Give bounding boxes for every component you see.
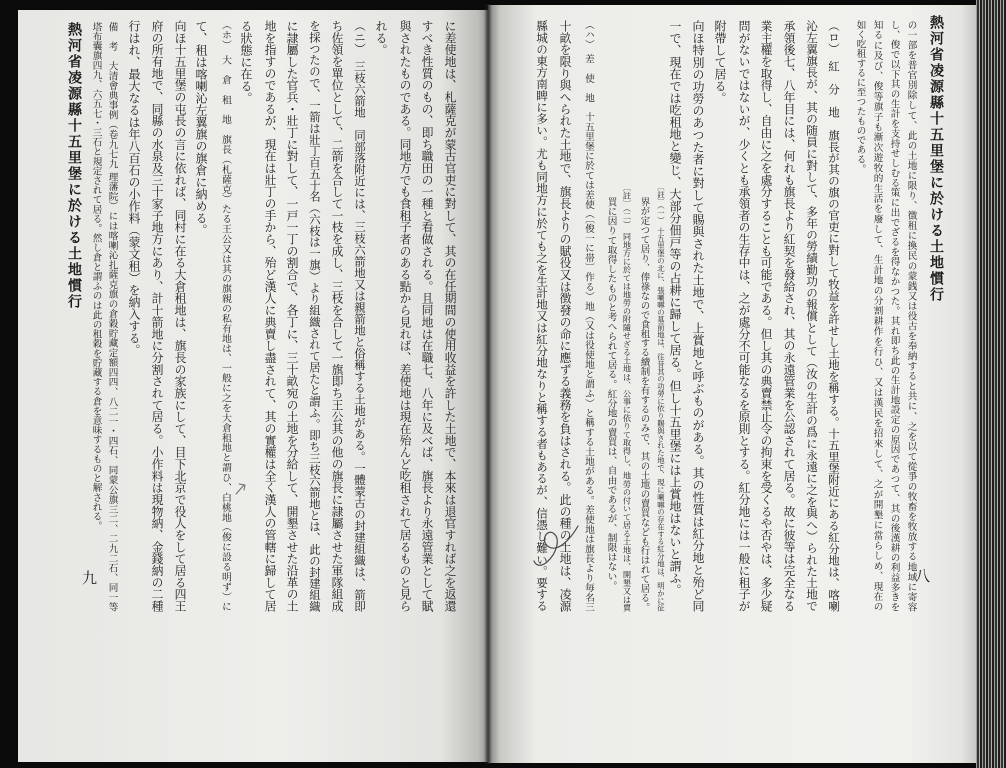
column-text: 行はれ、最大なるは年八百石の小作料（蒙文租）を納入する。 bbox=[127, 20, 141, 356]
column-text: 向ほ十五里堡の屯長の言に依れば、同村に在る大倉租地は、旗長の家族にして、目下北京で役人をして居る四王 bbox=[173, 20, 187, 612]
text-column bbox=[667, 20, 681, 596]
text-column bbox=[238, 20, 252, 104]
text-column bbox=[171, 20, 185, 612]
note-column bbox=[871, 20, 882, 612]
text-column bbox=[396, 20, 410, 612]
column-text: 備 考 大清會典事例（卷九七九 理藩院）には喀喇沁扎薩克旗の倉穀貯藏定額四四、八二一・四石、同蒙公旗三二、二九二石、同一等 bbox=[106, 22, 118, 612]
page-left bbox=[18, 10, 488, 762]
column-text: 知るに及び、俊等旗子も漸次遊牧的生活を廢して、生計地の分割耕作を行ひ、又は漢民を招來して、之が開墾に當らしめ、現在の bbox=[871, 20, 883, 612]
text-column bbox=[712, 20, 726, 104]
text-column bbox=[306, 20, 320, 612]
column-text: （ニ） 三枝六箭地 同部落附近には、三枝六箭地又は親箭地と俗稱する土地がある。一體蒙古の封建組織は、箭即 bbox=[353, 20, 367, 612]
column-text: 縣城の東方南睥に多い。尤も同地方に於ても之を生計地又は紅分地なりと稱する者もあるが、信憑し難い。要する bbox=[535, 20, 549, 612]
column-text: （ホ） 大 倉 租 地 旗長（札薩克）たる王公又は其の旗親の私有地は、一般に之を大倉租地と謂ひ、白桃地（俊に設る明ず）に bbox=[220, 20, 231, 612]
note-column bbox=[106, 22, 117, 612]
column-text: 承領後七、八年目には、何れも旗長より紅契を發給され、其の永遠管業を公認されて居る。故に彼等は完全なる bbox=[782, 20, 796, 612]
text-column bbox=[261, 20, 275, 612]
text-column bbox=[579, 20, 593, 612]
column-text: すべき性質のもの、即ち職田の一種と看做される。且同地は在職七、八年に及べば、旗長より永遠管業として賦 bbox=[420, 20, 434, 612]
column-text: 界が定つて居り、俸祿なので食租する續制を有するのみで、其の土地の賣買なども行はれて居る。 bbox=[638, 197, 650, 612]
column-text: 〔註〕（二） 同地方に於ては地勞の附隨せざる土地は、公事に依りて取得し、地勞の付いて居る土地は、開墾又は賣 bbox=[622, 183, 633, 612]
column-text: 與されたものである。同地方でも食租子者のある點から見れば、差使地は現在殆んど吃租されて居るものと見ら bbox=[398, 20, 412, 612]
note-column bbox=[605, 197, 616, 591]
text-column bbox=[690, 20, 704, 612]
text-column bbox=[351, 20, 365, 612]
column-text: 塔布囊旗四九、六五七・三石と規定されて居る。然し倉と謂ふのは此の租穀を貯藏する倉を意味するものと解される。 bbox=[90, 22, 102, 531]
text-column bbox=[803, 20, 817, 612]
text-column bbox=[441, 20, 455, 612]
column-text: 買に因りて取得したものと考へられて居る。紅分地の賣買は、自由であるが、制限はない。 bbox=[605, 197, 617, 591]
text-column bbox=[556, 20, 570, 612]
text-column bbox=[825, 20, 839, 612]
page-edge-stack bbox=[976, 0, 1006, 768]
column-text: に隷屬した官兵・壯丁に對して、一戸一丁の割合で、各丁に、三十畝宛の土地を分給して、開墾させた沿革の土 bbox=[285, 20, 299, 612]
text-column bbox=[328, 20, 342, 612]
column-text: 十畝を限り與へられた土地で、旗長よりの賦役又は徴發の命に應ずる義務を負はされる。此の種の土地は、凌源 bbox=[558, 20, 572, 612]
text-column bbox=[148, 20, 162, 612]
text-column bbox=[126, 20, 140, 356]
column-text: し、俊で以下其の生計を支持せしむる策に出でざるを得なかつた。其れ即ち此の生計地設定の原因であつて、其の後漢耕の利益多きを bbox=[888, 20, 900, 612]
column-text: ち佐領を單位として、二箭を合して一枝を成し、三枝を合して一旗即ち王公其の他の旗長に隷屬させた軍隊組成 bbox=[330, 20, 344, 612]
note-column bbox=[638, 197, 649, 612]
text-column bbox=[193, 20, 207, 236]
text-column bbox=[373, 20, 387, 56]
note-column bbox=[888, 20, 899, 612]
column-text: 一で、現在では吃租地と變じ、大部分佃戸等の占耕に歸して居る。但し十五里堡には上賞地はないと謂ふ。 bbox=[668, 20, 682, 596]
column-text: （ロ） 紅 分 地 旗長が其の旗の官吏に對して牧益を許せし土地を稱する。十五里堡附近にある紅分地は、喀喇 bbox=[827, 20, 841, 612]
column-text: の一部を普官別除して、此の土地に限り、徴租に換民の蒙銭又は役古を奉納すると共に、之を以て從爭の牧畜を牧放する地域に寄容 bbox=[905, 20, 917, 612]
column-text: 沁左翼旗長が、其の随員に對して、多年の勞績勤功の報償として（汝の生計の爲に永遠に之を與へ）られた土地で bbox=[805, 20, 819, 612]
page-right bbox=[488, 5, 976, 763]
column-text: 業主權を取得し、自由に之を處分することも可能である。但し其の典賣禁止令の拘束を受くるや否やは、多少疑 bbox=[759, 20, 773, 612]
note-column bbox=[90, 22, 101, 531]
column-text: れる。 bbox=[374, 20, 388, 56]
note-column bbox=[854, 20, 865, 174]
column-text: る狀態に在る。 bbox=[239, 20, 253, 104]
column-text: 問がないではないが、少くとも承領者の生存中は、之が處分不可能なるを原則とする。紅分地には一般に租子が bbox=[737, 20, 751, 612]
running-head: 熱河省凌源縣十五里堡に於ける土地慣行 bbox=[928, 15, 944, 303]
note-column bbox=[654, 183, 665, 612]
column-text: 向ほ特別の功勞のあつた者に對して賜與された土地で、上賞地と呼ぶものがある。其の性質は紅分地と殆ど同 bbox=[691, 20, 705, 612]
text-column bbox=[757, 20, 771, 612]
text-column bbox=[735, 20, 749, 612]
page-number: 八 bbox=[913, 568, 931, 583]
text-column bbox=[216, 20, 230, 611]
book-spine bbox=[484, 4, 492, 764]
text-column bbox=[780, 20, 794, 612]
running-head: 熱河省凌源縣十五里堡に於ける土地慣行 bbox=[66, 22, 82, 310]
column-text: 附帶して居る。 bbox=[713, 20, 727, 104]
column-text: 如く吃租するに至つたものである。 bbox=[854, 20, 866, 174]
column-text: 地を指すのであるが、現在は壯丁の手から、殆ど漢人に典賣し盡されて、其の實權は全く漢人の管轄に歸して居 bbox=[263, 20, 277, 612]
column-text: て、租は喀喇沁左翼旗の旗倉に納める。 bbox=[194, 20, 208, 236]
note-column bbox=[905, 20, 916, 612]
text-column bbox=[418, 20, 432, 612]
page-number: 九 bbox=[80, 570, 98, 585]
note-column bbox=[621, 183, 632, 611]
column-text: （ハ） 差 使 地 十五里堡に於ては差使（〔俊一に帯〕作る）地（又は役使地と謂ふ）と稱する土地がある。差使地は旗長より毎名三 bbox=[583, 20, 594, 612]
column-text: を採つたので、一箭は壯丁百五十名（六枝は一旗）より組織されて居たと謂ふ。即ち三枝六箭地とは、此の封建組織 bbox=[308, 20, 322, 612]
column-text: 府の所有地で、同縣の水泉及三十家子地方にあり、計十箭地に分割されて居る。小作料は現物納、金錢納の二種 bbox=[150, 20, 164, 612]
text-column bbox=[533, 20, 547, 612]
text-column bbox=[283, 20, 297, 612]
column-text: に差使地は、札薩克が蒙古官吏に對して、其の在任期間の使用收益を許した土地で、本來は退官すれば之を返還 bbox=[443, 20, 457, 612]
column-text: 〔註〕（一） 十五里堡の北に、張喇嘛の墓前地は、往昔其の功勞に依り賜與された地で、現に喇嘛の存在する紅分地は、明かに征 bbox=[656, 183, 666, 612]
